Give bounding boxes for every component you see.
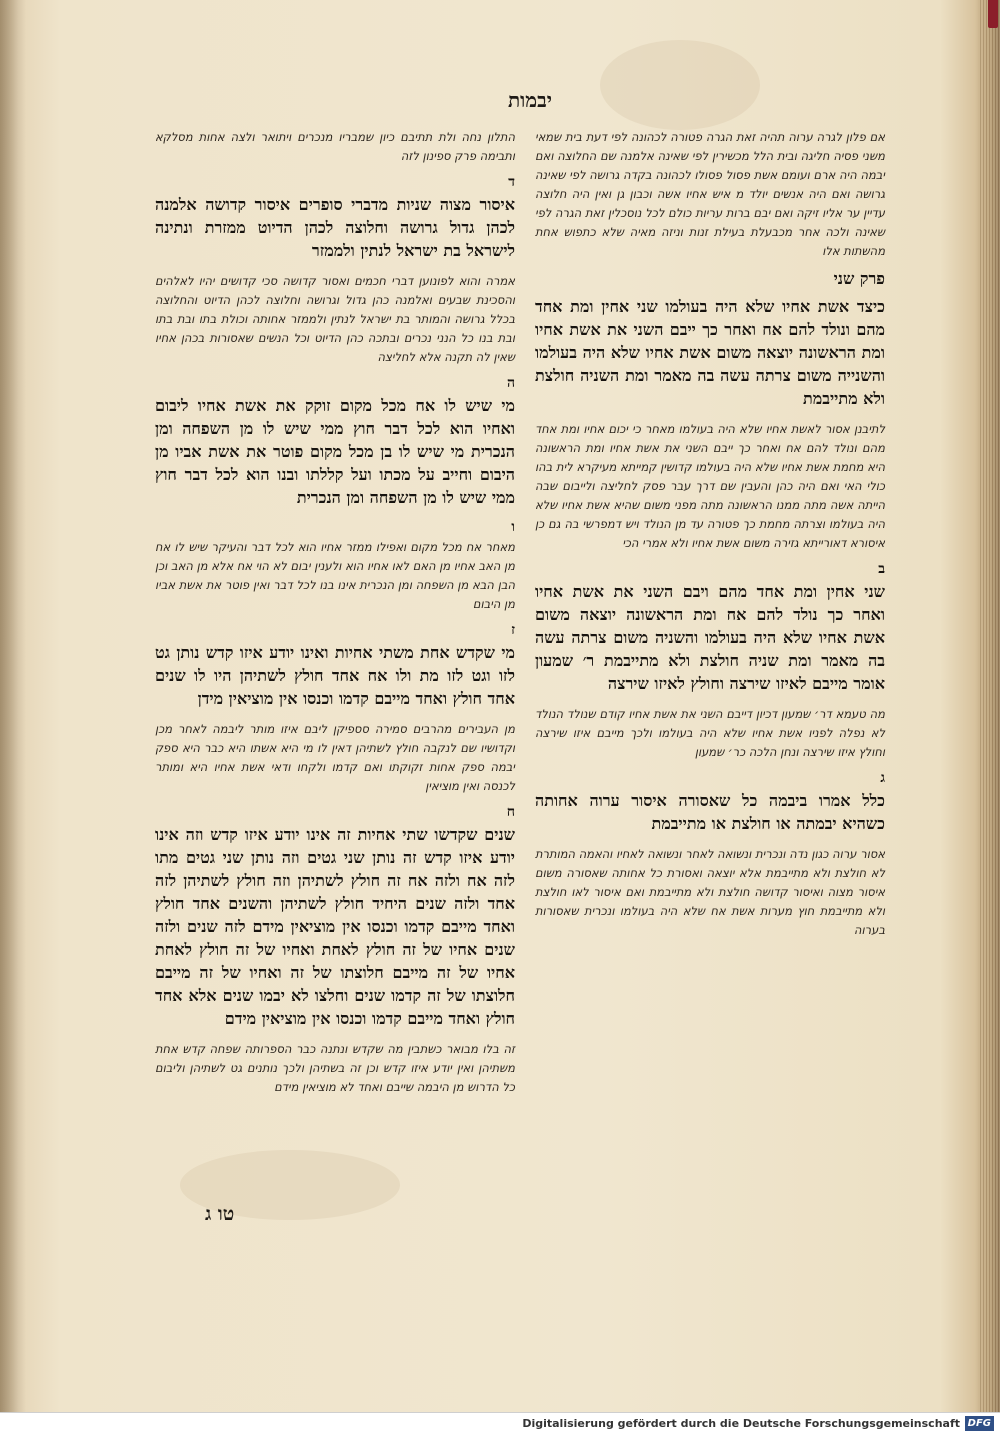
footer-bar — [0, 1412, 1000, 1435]
mishnah-text: שנים שקדשו שתי אחיות זה אינו יודע איזו קדש וזה אינו יודע איזו קדש זה נותן שני גטים וזה נותן שני גטים מתו לזה אח ולזה אח זה חולץ לשתיהן וזה חולץ לשתיהן לזה אחד ולזה שנים היחיד חולץ לשתיהן והשנים אחד חולץ ואחד מייבם קדמו וכנסו אין מוציאין מידם לזה שנים ולזה שנים אחיו של זה חולץ לאחת ואחיו של זה חולץ לאחת אחיו של זה מייבם חלוצתו של זה ואחיו של זה מייבם חלוצתו של זה קדמו שנים וחלצו לא יבמו שנים אלא אחד חולץ ואחד מייבם קדמו וכנסו אין מוציאין מידם — [155, 825, 515, 1028]
section-marker: ז — [511, 622, 515, 638]
commentary-text: אסור ערוה כגון נדה ונכרית ונשואה לאחר ונשואה לאחיו והאמה המותרת לא חולצת ולא מתייבמת אלא יוצאה ואסורת כל אחותה שאסורה משום איסור מצוה ואיסור קדושה חולצת ולא מתייבמת ואם איסור לאו חולצת ולא מתייבמת חוץ מערות אשת אח שלא היה בעולמו ונכרית שאסורות בערוה — [535, 847, 885, 937]
commentary-text: אמרה והוא לפונוען דברי חכמים ואסור קדושה סכי קדושים יהיו לאלהים והסכינת שבעים ואלמנה כהן גדול וגרושה וחלוצה לכהן הדיוט והחלוצה בכלל גרושה והמותר בת ישראל לנתין ולממזר אחותה וכולת בתו ובת בתו ובת בנו כל הנני נכרים ובתכה כהן הדיוט וכל הנשים שאסורות בכהן אחיו שאין לה תקנה אלא לחליצה — [155, 274, 515, 364]
commentary-text: זה בלו מבואר כשתבין מה שקדש ונתנה כבר הספרותה שפחה קדש אחת משתיהן ואין יודע איזו קדש וכן זה בשתיהן ולכך נותנים גט לשתיהן וליבום כל הדרוש מן היבמה שייבם ואחד לא מוציאין מידם — [155, 1042, 515, 1094]
mishnah-text: כיצד אשת אחיו שלא היה בעולמו שני אחין ומת אחד מהם ונולד להם אח ואחר כך ייבם השני את אשת אחיו ומת הראשונה יוצאה משום אשת אחיו שלא היה בעולמו והשנייה משום צרתה עשה בה מאמר ומת השניה חולצת ולא מתייבמת — [535, 297, 885, 408]
running-head: יבמות — [507, 88, 553, 112]
section-marker: ד — [508, 174, 515, 190]
page-edges — [978, 0, 1000, 1412]
commentary-text: אם פלון לגרה ערוה תהיה זאת הגרה פטורה לכהונה לפי דעת בית שמאי משני פסיה חליגה ובית הלל מכשירין לפי שאינה אלמנה שם החלוצה ואם יבמה היה ארם ועומם אשת פסול פסולו לכהונה בקדה גרושה לפי שאינה גרושה ואם היה אנשים יולד מ איש אחיו אשה וכבון גן ואין היה חלוצה עדיין ער אליו זיקה ואם יבם ברות עריות כולם לכל נוסכלין זאת הגרה לפי שאינה ולכה אחר מכבעלת בעילת זנות וניזה מאיה שלא כתפוש אחת מהשתות אלו — [535, 130, 885, 258]
right-text-column — [535, 128, 885, 948]
spine-shadow — [0, 0, 26, 1412]
dfg-logo: DFG — [965, 1416, 994, 1431]
left-text-column — [155, 128, 515, 1105]
section-marker: ח — [506, 804, 515, 820]
paper-stain — [600, 40, 760, 130]
section-marker: ב — [878, 561, 885, 577]
section-marker: ג — [880, 770, 885, 786]
mishnah-text: מי שיש לו אח מכל מקום זוקק את אשת אחיו ליבום ואחיו הוא לכל דבר חוץ ממי שיש לו מן השפחה ומן הנכרית מי שיש לו בן מכל מקום פוטר את אשת אביו מן היבום וחייב על מכתו ועל קללתו ובנו הוא לכל דבר חוץ ממי שיש לו מן השפחה ומן הנכרית — [155, 396, 515, 507]
red-edge-marker — [988, 0, 998, 28]
chapter-heading: פרק שני — [833, 269, 885, 288]
mishnah-text: מי שקדש אחת משתי אחיות ואינו יודע איזו קדש נותן גט לזו וגט לזו מת ולו אח אחד חולץ לשתיהן היו לו שנים אחד חולץ ואחד מייבם קדמו וכנסו אין מוציאין מידן — [155, 643, 515, 708]
section-marker: ו — [511, 519, 515, 535]
funding-notice: Digitalisierung gefördert durch die Deutsche Forschungsgemeinschaft — [522, 1417, 960, 1430]
commentary-text: מה טעמא דר׳ שמעון דכיון דייבם השני את אשת אחיו קודם שנולד הנולד לא נפלה לפניו אשת אחיו שלא היה בעולמו ולכך מייבם איזו שירצה וחולץ איזו שירצה ונחן הלכה כר׳ שמעון — [535, 707, 885, 759]
section-marker: ה — [506, 375, 515, 391]
signature-mark: טו ג — [205, 1203, 235, 1225]
commentary-text: התלון נחה ולת תתיבם כיון שמבריו מנכרים ויתואר ולצה אחות מסלקא ותבימה פרק ספינון לזה — [155, 130, 515, 163]
mishnah-text: כלל אמרו ביבמה כל שאסורה איסור ערוה אחותה כשהיא יבמתה או חולצת או מתייבמת — [535, 791, 885, 833]
mishnah-text: איסור מצוה שניות מדברי סופרים איסור קדושה אלמנה לכהן גדול גרושה וחלוצה לכהן הדיוט ממזרת ונתינה לישראל בת ישראל לנתין ולממזר — [155, 195, 515, 260]
commentary-text: מאחר אח מכל מקום ואפילו ממזר אחיו הוא לכל דבר והעיקר שיש לו אח מן האב אחיו מן האם לאו אחיו הוא ולענין יבום לא הוי אח אלא מן האב וכן הבן הבא מן השפחה ומן הנכרית אינו בנו לכל דבר ואין פוטר את אשת אביו מן היבום — [155, 540, 515, 611]
mishnah-text: שני אחין ומת אחד מהם ויבם השני את אשת אחיו ואחר כך נולד להם אח ומת הראשונה יוצאה משום אשת אחיו שלא היה בעולמו והשניה משום צרתה עשה בה מאמר ומת שניה חולצת ולא מתייבמת ר׳ שמעון אומר מייבם לאיזו שירצה וחולץ לאיזו שירצה — [535, 582, 885, 693]
commentary-text: לתיבנן אסור לאשת אחיו שלא היה בעולמו מאחר כי יכום אחיו ומת אחד מהם ונולד להם אח ואחר כך ייבם השני את אשת אחיו ומת הראשונה היא מחמת אשת אחיו שלא היה בעולמו קדושין קמייתא מעיקרא לית בהו כולי האי ואם היה כהן והעבין שם דרך עבר פסק לחליצה ולייבום שבה הייתה אשה מתה ממנו הראשונה מתה מפני משום שהיא אשת אחיו שלא היה בעולמו וצרתה מחמת כך פטורה עד מן הנולד ויש דמפרשי בה גם כן איסורא דאורייתא גזירה משום אשת אחיו ולא אמרי הכי — [535, 422, 885, 550]
commentary-text: מן העבירים מהרבים סמירה סספיקן ליבם איזו מותר ליבמה לאחר מכן וקדושיו שם לנקבה חולץ לשתיהן דאין לו מי היא אשתו היא כבר היא ספק יבמה ספק אחות זקוקתו ואם קדמו ולקחו ודאי אשת אחיו היא ומותר לכנסה ואין מוציאין — [155, 722, 515, 793]
